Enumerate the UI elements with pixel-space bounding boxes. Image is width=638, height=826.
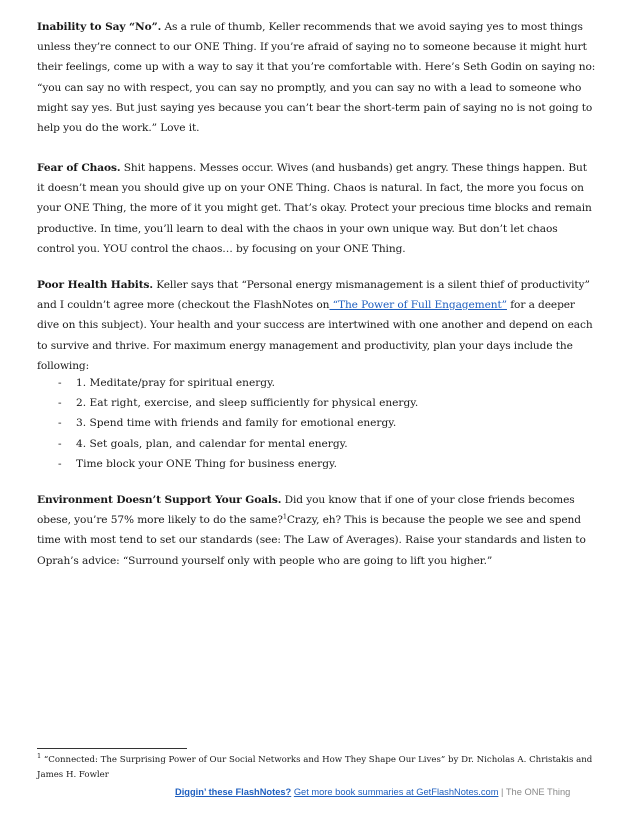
footer-summaries-link[interactable]: Get more book summaries at GetFlashNotes.com (293, 787, 499, 797)
section-body: Shit happens. Messes occur. Wives (and husbands) get angry. These things happen. But it doesn’t mean you should give up on your ONE Thing. Chaos is natural. In fact, the more you focus on your ONE Thing, the more of it you might get. That’s okay. Protect your precious time blocks and remain productive. In time, you’ll learn to deal with the chaos in your own unique way. But don’t let chaos control you. YOU control the chaos… by focusing on your ONE Thing. (37, 162, 592, 255)
list-item (58, 393, 598, 413)
section-body-cont: Crazy, eh? This is because the people we see and spend time with most tend to set our standards (see: The Law of Averages). Raise your standards and listen to Oprah’s advice: “Surround yourself only with people who are going to lift you higher.” (37, 514, 586, 567)
full-engagement-link[interactable]: “The Power of Full Engagement” (329, 299, 507, 312)
list-dash: - (58, 437, 62, 450)
page-footer (175, 787, 595, 797)
list-item-text: 4. Set goals, plan, and calendar for mental energy. (76, 437, 348, 450)
footer-separator: | (498, 787, 506, 797)
list-dash: - (58, 457, 62, 470)
footnote-reference[interactable]: 1 (282, 512, 287, 521)
list-item (58, 454, 598, 474)
section-body: Did you know that if one of your close friends becomes obese, you’re 57% more likely to do the same? (37, 494, 575, 527)
list-dash: - (58, 397, 62, 410)
list-dash: - (58, 417, 62, 430)
section-fear-of-chaos (37, 158, 597, 259)
section-heading: Inability to Say “No”. (37, 21, 162, 33)
list-item-text: 1. Meditate/pray for spiritual energy. (76, 377, 276, 389)
list-item-text: 3. Spend time with friends and family for emotional energy. (76, 417, 397, 430)
section-environment (37, 490, 597, 571)
section-heading: Poor Health Habits. (37, 279, 153, 291)
footnote (37, 753, 597, 782)
list-item (58, 434, 598, 454)
energy-list (58, 373, 598, 474)
section-body: As a rule of thumb, Keller recommends that we avoid saying yes to most things unless they’re connect to our ONE Thing. If you’re afraid of saying no to someone because it might hurt their feelings, come up with a way to say it that you’re comfortable with. Here’s Seth Godin on saying no: “you can say no with respect, you can say no promptly, and you can say no with a lead to someone who might say yes. But just saying yes because you can’t bear the short-term pain of saying no is not going to help you do the work.” Love it. (37, 21, 596, 135)
list-item-text: 2. Eat right, exercise, and sleep sufficiently for physical energy. (76, 397, 419, 410)
section-inability-to-say-no (37, 17, 597, 138)
section-body-cont: for a deeper dive on this subject). Your health and your success are intertwined with one another and depend on each to survive and thrive. For maximum energy management and productivity, plan your days include the following: (37, 299, 593, 372)
footnote-divider (37, 748, 187, 749)
list-item (58, 373, 598, 393)
section-heading: Fear of Chaos. (37, 162, 121, 174)
footnote-text: “Connected: The Surprising Power of Our Social Networks and How They Shape Our Lives” by Dr. Nicholas A. Christakis and James H. Fowler (37, 755, 593, 780)
list-item-text: Time block your ONE Thing for business energy. (76, 457, 337, 470)
footer-book-title: The ONE Thing (505, 787, 571, 797)
footnote-number: 1 (37, 752, 42, 761)
list-dash: - (58, 377, 62, 389)
section-poor-health-habits (37, 275, 597, 376)
footer-cta-link[interactable]: Diggin’ these FlashNotes? (175, 787, 292, 797)
section-body: Keller says that “Personal energy mismanagement is a silent thief of productivity” and I couldn’t agree more (checkout the FlashNotes on (37, 279, 590, 312)
list-item (58, 413, 598, 433)
section-heading: Environment Doesn’t Support Your Goals. (37, 494, 282, 506)
